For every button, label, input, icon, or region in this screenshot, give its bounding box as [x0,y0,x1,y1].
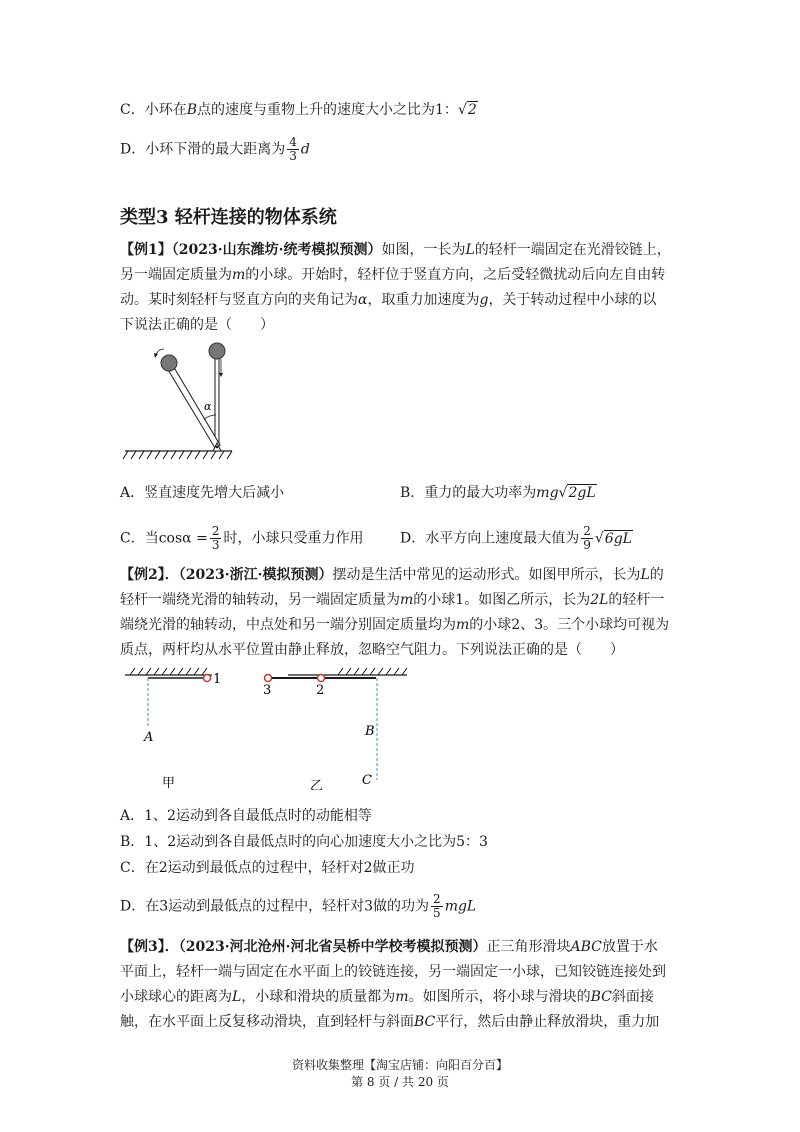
ball-1 [204,675,211,682]
page-number: 第 8 页 / 共 20 页 [351,1075,449,1089]
section-title: 类型3 轻杆连接的物体系统 [120,207,337,228]
point-b-label: B [365,724,375,739]
point-c-label: C [362,773,372,788]
ball-1-label: 1 [213,672,222,687]
option-d-prev: D．小环下滑的最大距离为 $\frac{4}{3}$ d [120,135,310,163]
ex1-option-d: D．水平方向上速度最大值为 $\frac{2}{9}$ √6gL [400,524,632,552]
ball-2 [318,675,325,682]
example-2-stem: 【例2】．（2023·浙江·模拟预测）摆动是生活中常见的运动形式。如图甲所示，长为L的 轻杆一端绕光滑的轴转动，另一端固定质量为m的小球1。如图乙所示，长为2L的轻杆一 端绕光滑的轴转动，中点处和另一端分别固定质量均为m的小球2、3。三个小球均可视为 质点，两杆均从水平位置由静止释放，忽略空气阻力。下列说法正确的是（ ） [120,567,670,658]
ex1-option-c: C．当cosα = $\frac{2}{3}$ 时，小球只受重力作用 [120,524,364,552]
footer-source: 资料收集整理【淘宝店铺：向阳百分百】 [291,1058,508,1072]
example-2-figure [120,665,410,790]
fraction: $\frac{2}{3}$ [211,524,220,552]
fraction: $\frac{2}{5}$ [433,892,441,920]
tilted-ball [161,355,177,371]
ground-hatch [123,451,232,459]
point-a-label: A [144,730,154,745]
fraction: $\frac{4}{3}$ [289,135,297,163]
jia-label: 甲 [162,776,176,790]
angle-arc [204,415,216,419]
tilted-rod [167,364,220,448]
ex2-option-c: C．在2运动到最低点的过程中，轻杆对2做正功 [120,860,415,876]
ball-3 [265,675,272,682]
ball-3-label: 3 [263,683,272,698]
yi-label: 乙 [310,779,324,790]
fraction: $\frac{2}{9}$ [583,524,591,552]
ex2-option-b: B．1、2运动到各自最低点时的向心加速度大小之比为5：3 [120,834,488,850]
ex2-option-a: A．1、2运动到各自最低点时的动能相等 [120,808,372,824]
top-ball [209,343,225,359]
example-1-figure [120,335,240,465]
example-1-stem: 【例1】（2023·山东潍坊·统考模拟预测）如图，一长为L的轻杆一端固定在光滑铰链上， 另一端固定质量为m的小球。开始时，轻杆位于竖直方向，之后受轻微扰动后向左自由转 动。某时刻轻杆与竖直方向的夹角记为α，取重力加速度为g，关于转动过程中小球的以 下说法正确的是（ ） [120,242,671,333]
vertical-rod [215,355,219,448]
ex1-option-b: B．重力的最大功率为mg√2gL [400,485,596,501]
example-3-stem: 【例3】．（2023·河北沧州·河北省吴桥中学校考模拟预测）正三角形滑块ABC放置于水 平面上，轻杆一端与固定在水平面上的铰链连接，另一端固定一小球，已知铰链连接处到 小球球心的距离为L，小球和滑块的质量都为m。如图所示，将小球与滑块的BC斜面接 触，在水平面上反复移动滑块，直到轻杆与斜面BC平行，然后由静止释放滑块，重力加 [120,939,666,1030]
option-c-prev: C．小环在B点的速度与重物上升的速度大小之比为1：√2 [120,102,477,118]
ex1-option-a: A．竖直速度先增大后减小 [120,485,285,501]
ball-2-label: 2 [316,683,325,698]
alpha-label: α [204,400,212,413]
ex2-option-d: D．在3运动到最低点的过程中，轻杆对3做的功为 $\frac{2}{5}$ mgL [120,892,477,920]
